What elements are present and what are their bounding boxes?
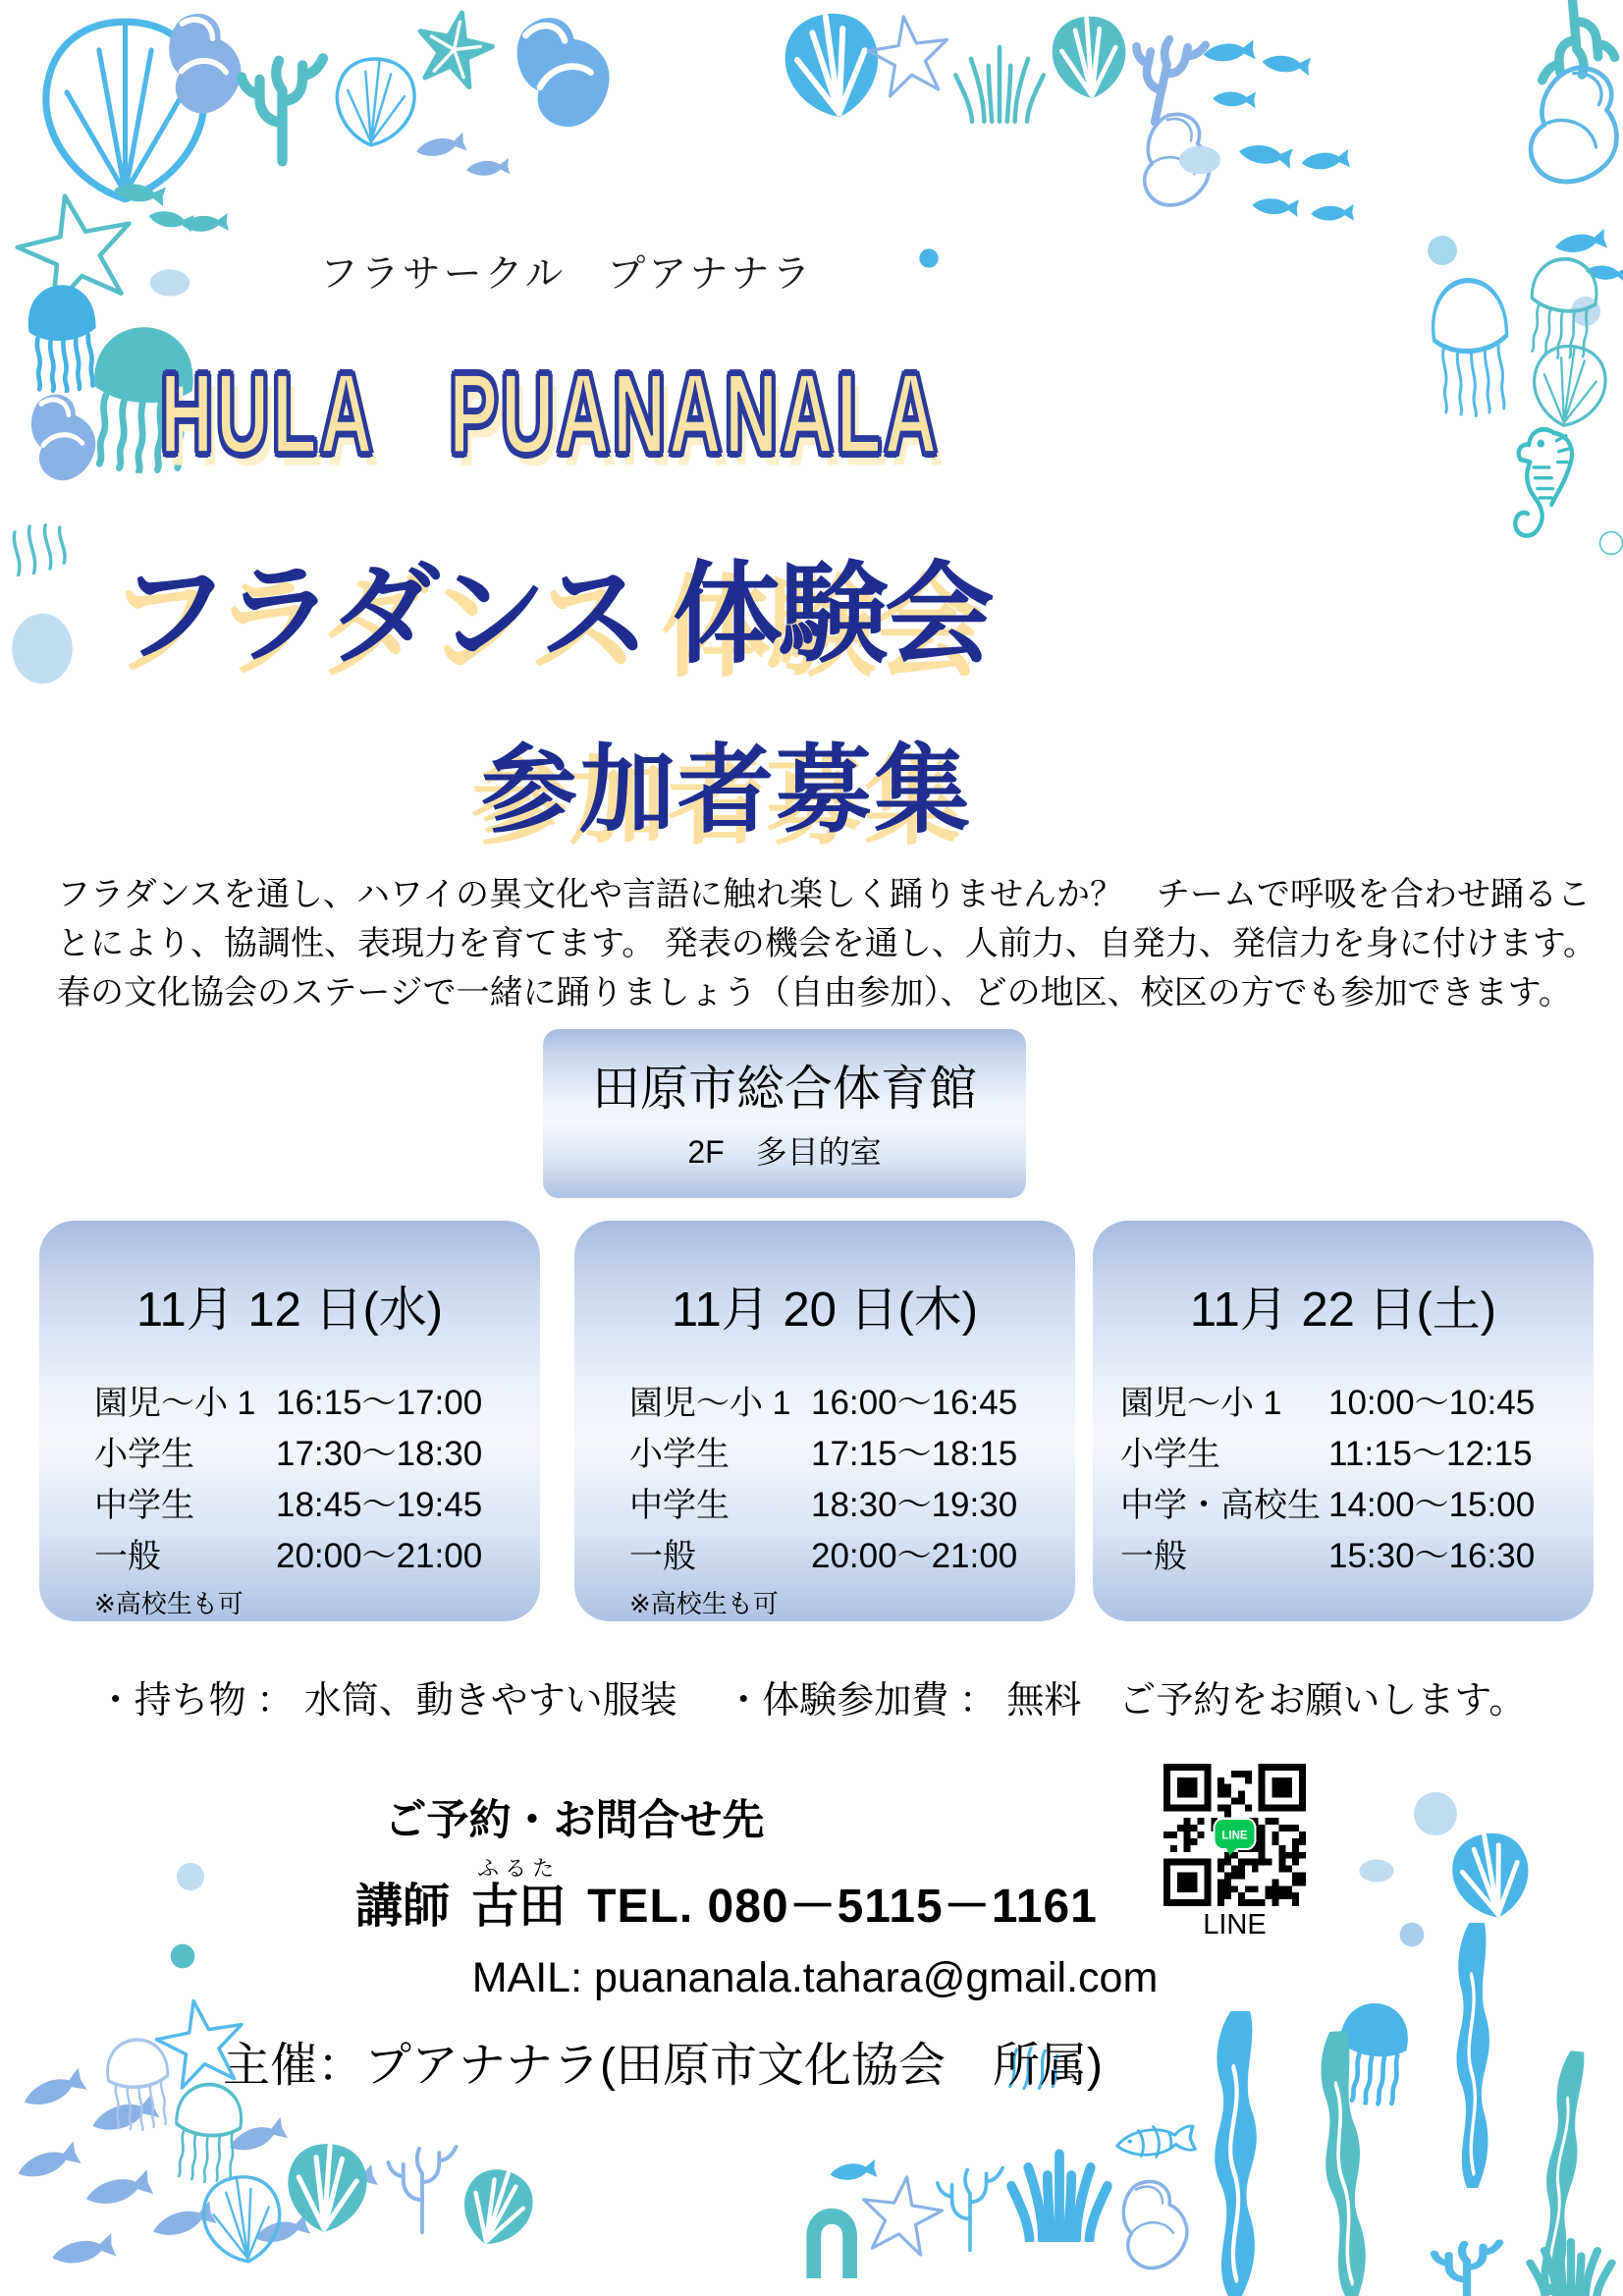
row-label: 小学生 [629,1436,730,1473]
row-label: 中学生 [629,1487,730,1524]
card-rows [629,1378,1075,1582]
row-label: 中学・高校生 [1120,1487,1321,1524]
card-note: ※高校生も可 [629,1589,779,1618]
row-time: 20:00～21:00 [811,1537,1018,1575]
fish-icon [142,194,202,246]
schedule-row [94,1378,540,1429]
sea-anemone-icon [945,8,1055,124]
fish-icon [1307,191,1359,235]
intro-line: フラダンスを通し、ハワイの異文化や言語に触れ楽しく踊りませんか？ チームで呼吸を合わせ踊るこ [57,876,1591,913]
schedule-row [94,1429,540,1480]
row-time: 18:30～19:30 [811,1486,1018,1524]
sea-anemone-icon [1520,2212,1622,2296]
row-time: 11:15～12:15 [1328,1435,1533,1473]
coral-icon [226,49,339,167]
teacher-name-block [471,1852,566,1932]
row-label: 中学生 [94,1487,194,1524]
row-label: 一般 [94,1538,161,1575]
schedule-row [1120,1480,1594,1531]
belongings-fee-note: ・持ち物 ： 水筒、動きやすい服装 ・体験参加費 ： 無料 ご予約をお願いします。 [96,1680,1527,1722]
schedule-row [1120,1378,1594,1429]
bubble-icon [1411,1789,1460,1838]
venue-name: 田原市総合体育館 [591,1063,977,1116]
row-label: 一般 [1120,1538,1187,1575]
circle-subtitle: フラサークル プアナナラ [319,253,814,296]
schedule-row [629,1429,1075,1480]
main-title: フラダンス 体験会 [119,553,991,676]
schedule-row [1120,1531,1594,1582]
teacher-label: 講師 [355,1881,451,1933]
bubble-icon [1426,234,1459,267]
line-logo-text: LINE [1221,1830,1248,1842]
fish-icon [1209,78,1261,121]
phone-number: TEL. 080－5115－1161 [587,1881,1098,1933]
email-address: MAIL: puananala.tahara@gmail.com [471,1954,1159,2001]
schedule-row [94,1480,540,1531]
schedule-row [629,1480,1075,1531]
contact-heading: ご予約・お問合せ先 [384,1797,765,1844]
venue-room: 2F 多目的室 [687,1134,882,1170]
fish-icon [1198,25,1264,80]
jellyfish-icon [1417,267,1525,421]
recruit-title: 参加者募集 [480,736,972,844]
fish-icon [1232,126,1302,185]
row-label: 園児～小 1 [1120,1385,1282,1422]
fish-icon [1247,183,1305,231]
coral-icon [1422,2237,1512,2296]
schedule-card-nov22 [1093,1221,1594,1621]
schedule-row [1120,1429,1594,1480]
scallop-shell-icon [274,2136,381,2243]
row-time: 20:00～21:00 [276,1537,483,1575]
row-time: 17:15～18:15 [811,1435,1018,1473]
furigana: ふるた [477,1856,561,1881]
schedule-row [629,1378,1075,1429]
teacher-name: 古田 [471,1881,567,1933]
row-time: 14:00～15:00 [1328,1486,1536,1524]
card-note: ※高校生も可 [94,1589,243,1618]
seahorse-icon [1485,422,1604,555]
card-date: 11月 22 日(土) [1189,1284,1497,1337]
row-time: 18:45～19:45 [276,1486,483,1524]
row-time: 16:00～16:45 [811,1384,1018,1422]
row-time: 17:30～18:30 [276,1435,483,1473]
card-date: 11月 20 日(木) [671,1284,979,1337]
card-rows [1120,1378,1594,1582]
qr-code [1163,1764,1306,1906]
intro-line: とにより、協調性、表現力を育てます。 発表の機会を通し、人前力、自発力、発信力を身に付けます。 [57,925,1597,962]
title-english [0,338,1100,477]
bubble-icon [1176,139,1223,181]
venue-box [543,1029,1026,1198]
schedule-card-nov20 [574,1221,1075,1621]
intro-line: 春の文化協会のステージで一緒に踊りましょう（自由参加）、どの地区、校区の方でも参加できます。 [57,974,1572,1011]
schedule-row [629,1531,1075,1582]
schedule-row [94,1531,540,1582]
intro-paragraph [57,870,1597,1017]
qr-code-image [1163,1764,1306,1906]
row-time: 10:00～10:45 [1328,1384,1536,1422]
organizer-line: 主催：プアナナラ(田原市文化協会 所属) [223,2040,1103,2092]
qr-label: LINE [1203,1909,1267,1941]
card-date: 11月 12 日(水) [135,1284,444,1337]
card-rows [94,1378,540,1582]
conch-shell-icon [1487,44,1623,215]
fish-icon [42,2214,128,2287]
row-label: 園児～小 1 [94,1385,256,1422]
row-label: 一般 [629,1538,696,1575]
row-label: 小学生 [1120,1436,1220,1473]
fish-icon [1296,135,1358,187]
row-label: 園児～小 1 [629,1385,791,1422]
row-time: 15:30～16:30 [1328,1537,1536,1575]
title-english-text: HULA PUANANALA [159,350,941,477]
row-time: 16:15～17:00 [276,1384,483,1422]
bubble-icon [1598,530,1623,556]
schedule-card-nov12 [39,1221,540,1621]
fish-icon [1257,38,1319,90]
row-label: 小学生 [94,1436,194,1473]
fish-icon [461,145,515,191]
